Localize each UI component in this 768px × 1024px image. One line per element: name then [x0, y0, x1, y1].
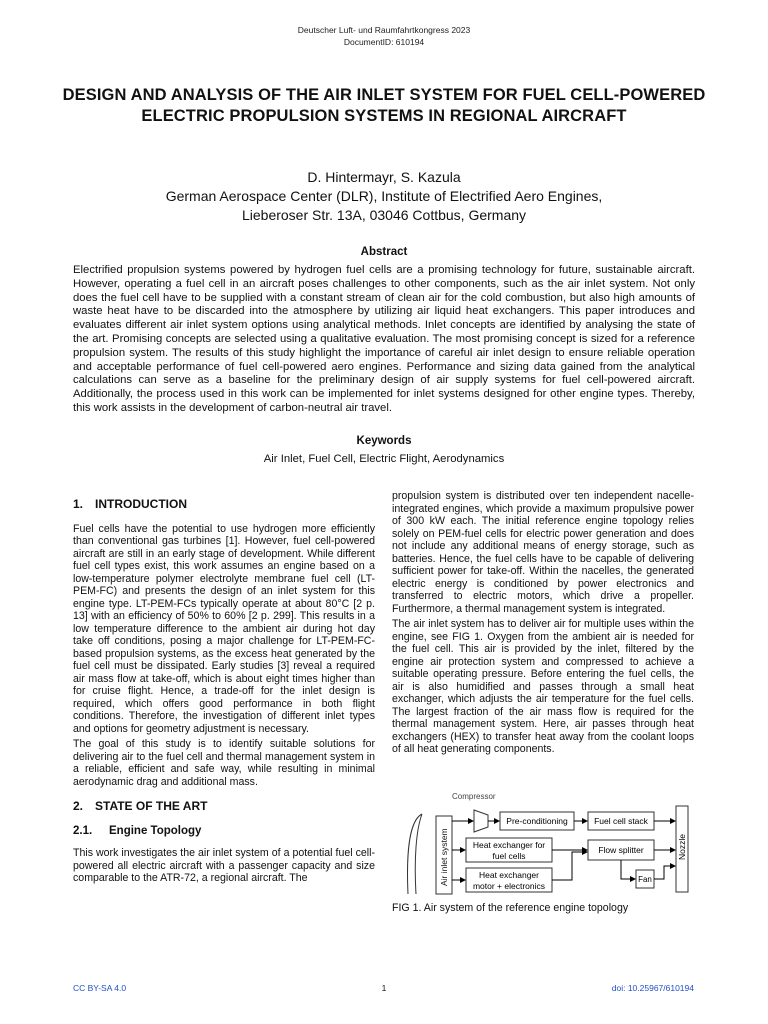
author-block: [0, 168, 768, 225]
intro-paragraph-1: Fuel cells have the potential to use hydrogen more efficiently than conventional gas turbines [1]. However, fuel cell-powered aircraft are still in an early stage of development. While different fuel cell types exist, this work assumes an engine based on a low-temperature polymer electrolyte membrane fuel cell (LT-PEM-FC) and presents the design of an inlet system for this engine type. LT-PEM-FCs typically operate at about 80°C [2 p. 13] with an efficiency of 50% to 60% [2 p. 299]. This results in a low temperature difference to the ambient air during hot day take off conditions, posing a major challenge for LT-PEM-FC-based propulsion systems, as the excess heat generated by the fuel cell must be dissipated. Early studies [3] reveal a required air mass flow at take-off, which is about eight times higher than for cruise flight. Hence, a trade-off for the inlet design is required, which offers good performance in both flight conditions. Therefore, the investigation of different inlet types and options for geometry adjustment is necessary.: [73, 522, 375, 735]
hex-motor-label-1: Heat exchanger: [478, 870, 540, 880]
hex-motor-label-2: motor + electronics: [472, 881, 546, 891]
left-column: [73, 490, 375, 888]
diagram-canvas: [392, 790, 694, 898]
section-number: 2.: [73, 799, 84, 813]
conference-name: Deutscher Luft- und Raumfahrtkongress 2023: [297, 25, 471, 35]
section-title: STATE OF THE ART: [95, 799, 208, 813]
conference-header: [0, 24, 768, 48]
document-id: DocumentID: 610194: [343, 37, 425, 47]
right-column: [392, 490, 694, 759]
subsection-title: Engine Topology: [109, 824, 202, 837]
section-heading-introduction: [73, 498, 375, 511]
keywords-text: Air Inlet, Fuel Cell, Electric Flight, Aerodynamics: [263, 453, 505, 465]
flow-splitter-label: Flow splitter: [598, 845, 644, 855]
section-number: 1.: [73, 497, 84, 511]
keywords-heading: Keywords: [356, 435, 412, 447]
intro-paragraph-2: The goal of this study is to identify suitable solutions for delivering air to the fuel cell and thermal management system in a reliable, efficient and safe way, while resulting in minimal aerodynamic drag and additional mass.: [73, 738, 375, 788]
figure-air-system-diagram: [392, 790, 694, 898]
abstract-heading: Abstract: [360, 246, 408, 258]
figure-caption: FIG 1. Air system of the reference engine topology: [392, 902, 629, 914]
fuel-cell-stack-label: Fuel cell stack: [594, 816, 648, 826]
compressor-symbol: [474, 810, 488, 832]
fan-label: Fan: [638, 875, 652, 884]
affiliation-line-2: Lieberoser Str. 13A, 03046 Cottbus, Germany: [241, 207, 527, 223]
doi-link[interactable]: doi: 10.25967/610194: [611, 983, 694, 993]
subsection-heading-engine-topology: [73, 825, 375, 838]
topology-paragraph-2: propulsion system is distributed over ten independent nacelle-integrated engines, which provide a maximum propulsive power of 300 kW each. The initial reference engine topology relies solely on PEM-fuel cells for electric power generation and does not include any additional means of energy storage, such as batteries. Hence, the fuel cells have to be capable of delivering sufficient power for take-off. Within the nacelles, the generated electric energy is conditioned by power electronics and transferred to electric motors, which drive a propeller. Furthermore, a thermal management system is integrated.: [392, 490, 694, 615]
section-title: INTRODUCTION: [95, 497, 187, 511]
subsection-number: 2.1.: [73, 824, 93, 837]
hex-fuel-cells-label-1: Heat exchanger for: [472, 840, 546, 850]
topology-paragraph-3: The air inlet system has to deliver air for multiple uses within the engine, see FIG 1. Oxygen from the ambient air is needed for the fuel cell. This air is provided by the inlet, filtered by the engine air protection system and compressed to achieve a suitable operating pressure. Before entering the fuel cells, the air is also humidified and passes through a small heat exchanger, which adjusts the air temperature for the fuel cells. The largest fraction of the air mass flow is required for the thermal management system. Here, air passes through heat exchangers (HEX) to transfer heat away from the coolant loops of all heat generating components.: [392, 618, 694, 755]
arrow-hex-motor-to-splitter: [552, 852, 587, 880]
arrow-splitter-to-fan: [621, 860, 635, 879]
preconditioning-label: Pre-conditioning: [506, 816, 568, 826]
arrow-fan-to-nozzle: [654, 866, 675, 879]
inlet-lip-shape: [408, 814, 422, 894]
paper-title: DESIGN AND ANALYSIS OF THE AIR INLET SYSTEM FOR FUEL CELL-POWERED ELECTRIC PROPULSION SYSTEMS IN REGIONAL AIRCRAFT: [62, 86, 706, 125]
affiliation-line-1: German Aerospace Center (DLR), Institute of Electrified Aero Engines,: [165, 188, 603, 204]
author-names: D. Hintermayr, S. Kazula: [307, 169, 461, 185]
inlet-system-label: Air inlet system: [439, 828, 449, 886]
compressor-label: Compressor: [452, 792, 496, 801]
nozzle-label: Nozzle: [677, 834, 687, 860]
hex-fuel-cells-label-2: fuel cells: [492, 851, 526, 861]
section-heading-state-of-art: [73, 800, 375, 813]
topology-paragraph-1: This work investigates the air inlet system of a potential fuel cell-powered all electric aircraft with a passenger capacity and size comparable to the ATR-72, a regional aircraft. The: [73, 847, 375, 884]
license-link[interactable]: CC BY-SA 4.0: [73, 983, 127, 993]
abstract-text: Electrified propulsion systems powered by hydrogen fuel cells are a promising technology for future, sustainable aircraft. However, operating a fuel cell in an aircraft poses challenges to other components, such as the air inlet system. Not only does the fuel cell have to be supplied with a constant stream of clean air for the cold combustion, but also high amounts of waste heat have to be discarded into the atmosphere by utilizing air liquid heat exchangers. This paper introduces and evaluates different air inlet system options using analytical methods. Inlet concepts are identified by analysing the state of the art. Promising concepts are selected using a qualitative evaluation. The most promising concept is sized for a reference propulsion system. The results of this study highlight the importance of careful air inlet design to ensure reliable operation and acceptable performance of fuel cell-powered aero engines. Performance and sizing data gained from the analytical calculations can serve as a baseline for the preliminary design of air supply systems for fuel cell-powered aircraft. Additionally, the process used in this work can be implemented for inlet systems designed for other engine types. Thereby, this work assists in the development of carbon-neutral air travel.: [73, 264, 695, 414]
page-number: 1: [381, 983, 387, 993]
